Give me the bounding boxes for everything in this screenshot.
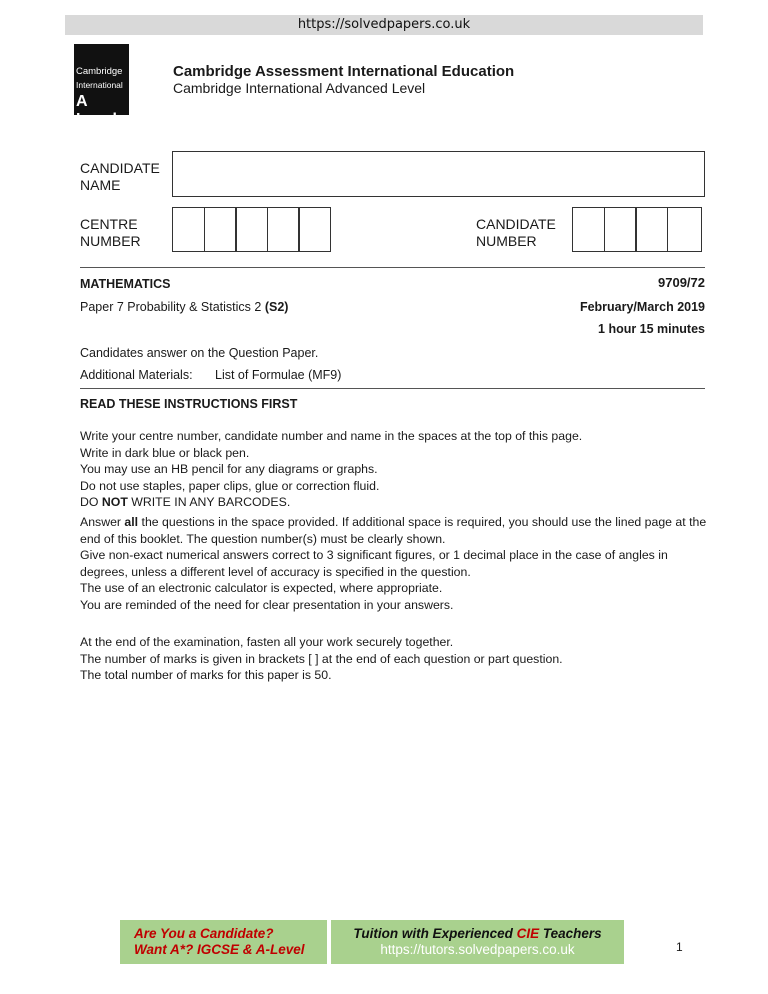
divider: [80, 388, 705, 389]
instructions-block-2: Answer all the questions in the space provided. If additional space is required, you should use the lined page at the end of this booklet. The question number(s) must be clearly shown. Give non-exact numerical answers correct to 3 significant figures, or 1 decimal place in the case of angles in degrees, unless a different level of accuracy is specified in the question. The use of an electronic calculator is expected, where appropriate. You are reminded of the need for clear presentation in your answers.: [80, 515, 707, 612]
centre-number-field[interactable]: [172, 207, 330, 252]
materials-value: List of Formulae (MF9): [215, 368, 342, 382]
instructions-block-1: Write your centre number, candidate number and name in the spaces at the top of this page. Write in dark blue or black pen. You may use an HB pencil for any diagrams or graphs. Do not use staples, paper clips, glue or correction fluid. DO NOT WRITE IN ANY BARCODES.: [80, 429, 583, 509]
instructions-block-3: At the end of the examination, fasten all your work securely together. The number of marks is given in brackets [ ] at the end of each question or part question. The total number of marks for this paper is 50.: [80, 635, 563, 682]
org-name: Cambridge Assessment International Education: [173, 63, 515, 80]
candidate-number-field[interactable]: [572, 207, 700, 252]
page-number: 1: [676, 940, 683, 954]
qualification: Cambridge International Advanced Level: [173, 80, 426, 96]
answer-note: Candidates answer on the Question Paper.: [80, 346, 319, 360]
paper-code: 9709/72: [658, 275, 705, 290]
subject: MATHEMATICS: [80, 277, 171, 291]
tutors-link[interactable]: https://tutors.solvedpapers.co.uk: [380, 942, 575, 957]
exam-session: February/March 2019: [579, 300, 705, 314]
paper-title: Paper 7 Probability & Statistics 2 (S2): [80, 300, 289, 314]
cambridge-logo: [74, 44, 129, 128]
footer-candidate-ad[interactable]: Are You a Candidate? Want A*? IGCSE & A-Level: [120, 920, 327, 964]
instructions-heading: READ THESE INSTRUCTIONS FIRST: [80, 397, 298, 411]
duration: 1 hour 15 minutes: [598, 322, 705, 336]
divider: [80, 267, 705, 268]
logo-line: Cambridge: [76, 66, 123, 77]
logo-line: International: [76, 80, 123, 90]
centre-number-label: CENTRE NUMBER: [80, 216, 141, 249]
candidate-number-label: CANDIDATE NUMBER: [476, 216, 556, 249]
candidate-name-field[interactable]: [172, 151, 705, 197]
footer-tuition-ad[interactable]: Tuition with Experienced CIE Teachers https://tutors.solvedpapers.co.uk: [331, 920, 624, 964]
candidate-name-label: CANDIDATE NAME: [80, 160, 160, 193]
logo-line: A Level: [76, 93, 117, 128]
header-url[interactable]: https://solvedpapers.co.uk: [65, 15, 703, 35]
materials-label: Additional Materials:: [80, 368, 193, 382]
